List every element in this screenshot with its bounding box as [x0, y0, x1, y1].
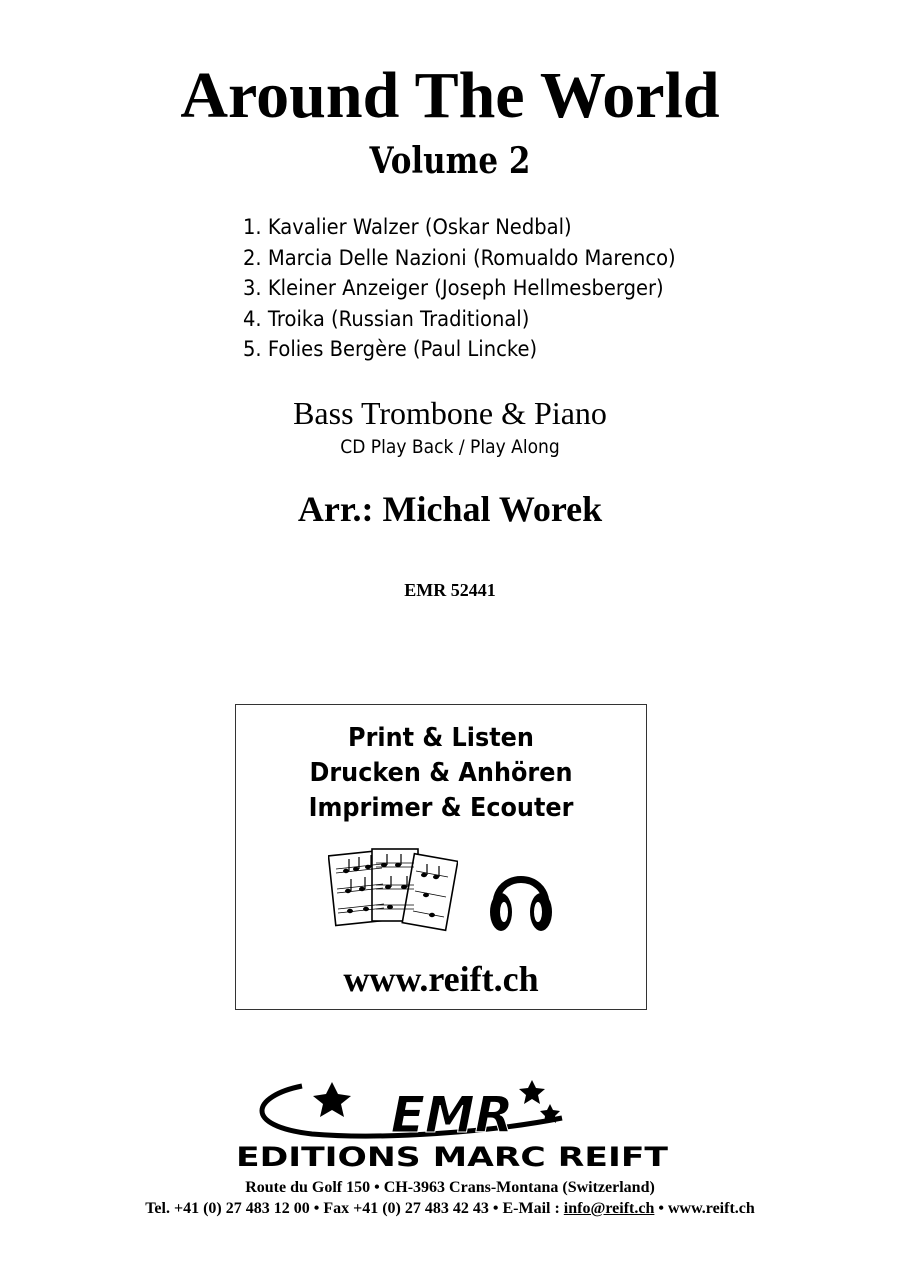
svg-text:EDITIONS MARC REIFT: EDITIONS MARC REIFT — [236, 1142, 669, 1172]
piece-item: 3. Kleiner Anzeiger (Joseph Hellmesberger) — [243, 276, 664, 300]
catalog-number: EMR 52441 — [404, 580, 496, 600]
piece-item: 5. Folies Bergère (Paul Lincke) — [243, 337, 538, 361]
piece-item: 4. Troika (Russian Traditional) — [243, 306, 530, 331]
emr-logo — [232, 1074, 672, 1172]
promo-box — [235, 704, 647, 1010]
instrumentation: Bass Trombone & Piano — [293, 395, 607, 431]
headphones-icon — [488, 857, 554, 937]
piece-item: 2. Marcia Delle Nazioni (Romualdo Marenco) — [243, 245, 676, 270]
sheet-music-icon — [328, 843, 458, 943]
edition-note: CD Play Back / Play Along — [340, 436, 560, 458]
publisher-contact — [0, 1198, 900, 1220]
promo-line: Imprimer & Ecouter — [308, 793, 574, 823]
contact-phone-fax: Tel. +41 (0) 27 483 12 00 • Fax +41 (0) 27 483 42 43 • E-Mail : — [145, 1200, 564, 1217]
piece-list — [243, 212, 676, 365]
promo-url: www.reift.ch — [343, 959, 539, 999]
promo-line: Print & Listen — [348, 723, 534, 753]
piece-item: 1. Kavalier Walzer (Oskar Nedbal) — [243, 215, 572, 239]
publisher-address: Route du Golf 150 • CH-3963 Crans-Montana (Switzerland) — [245, 1179, 655, 1196]
promo-line: Drucken & Anhören — [309, 758, 573, 788]
svg-text:EMR: EMR — [390, 1086, 514, 1144]
arranger: Arr.: Michal Worek — [297, 489, 603, 529]
volume-subtitle: Volume 2 — [369, 140, 531, 182]
email-link[interactable]: info@reift.ch — [563, 1200, 655, 1217]
page-title: Around The World — [180, 59, 720, 132]
contact-website: • www.reift.ch — [654, 1200, 755, 1217]
